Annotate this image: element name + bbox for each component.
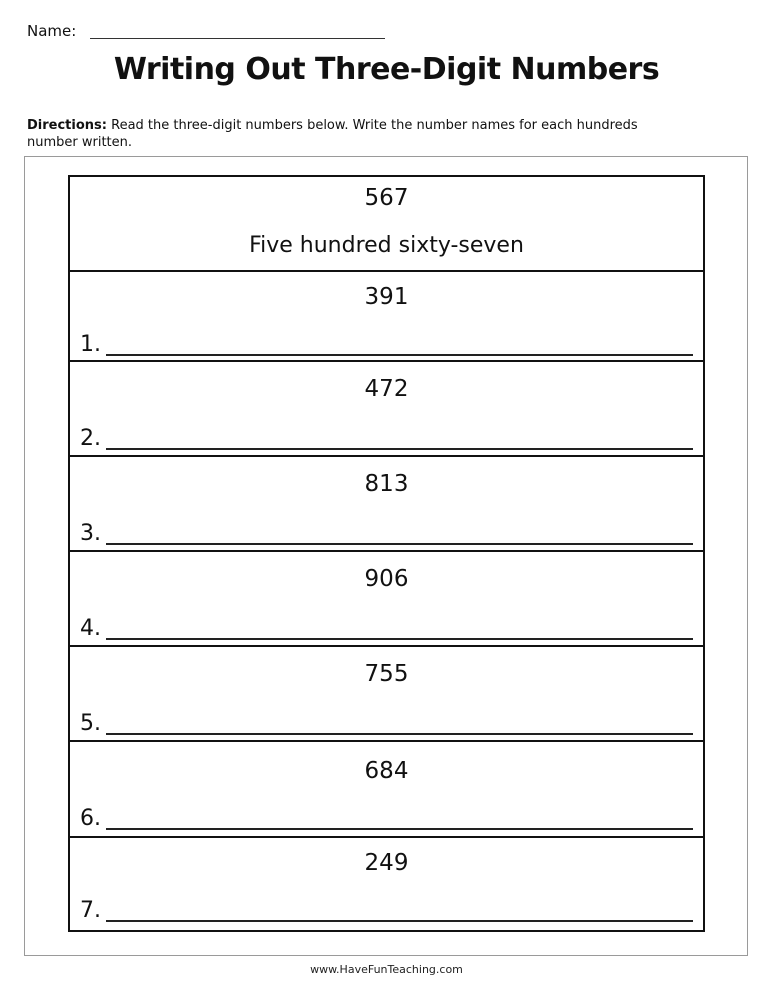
problem-number: 755	[364, 661, 409, 687]
problem-row	[70, 645, 703, 740]
answer-line[interactable]	[106, 543, 693, 545]
name-label: Name:	[27, 22, 77, 40]
problem-number: 906	[364, 566, 409, 592]
example-number: 567	[364, 185, 409, 211]
answer-label: 1.	[80, 332, 101, 357]
problem-row	[70, 550, 703, 645]
answer-label: 4.	[80, 616, 101, 641]
name-line[interactable]	[90, 38, 385, 39]
example-words: Five hundred sixty-seven	[249, 233, 524, 258]
problem-row	[70, 360, 703, 455]
answer-label: 5.	[80, 711, 101, 736]
problem-number: 391	[364, 284, 409, 310]
worksheet-table	[68, 175, 705, 932]
problem-row	[70, 455, 703, 550]
answer-label: 3.	[80, 521, 101, 546]
footer-website: www.HaveFunTeaching.com	[310, 963, 463, 976]
problem-number: 249	[364, 850, 409, 876]
problem-number: 813	[364, 471, 409, 497]
directions-label: Directions:	[27, 118, 107, 133]
example-row	[70, 177, 703, 270]
answer-line[interactable]	[106, 920, 693, 922]
problem-row	[70, 740, 703, 836]
answer-line[interactable]	[106, 354, 693, 356]
answer-label: 7.	[80, 898, 101, 923]
answer-line[interactable]	[106, 638, 693, 640]
directions-text: Read the three-digit numbers below. Write the number names for each hundreds number written.	[27, 118, 638, 150]
page-title: Writing Out Three-Digit Numbers	[113, 52, 660, 87]
directions	[27, 117, 687, 151]
problem-number: 472	[364, 376, 409, 402]
answer-label: 6.	[80, 806, 101, 831]
problem-row	[70, 836, 703, 930]
answer-line[interactable]	[106, 733, 693, 735]
problem-row	[70, 270, 703, 360]
problem-number: 684	[364, 758, 409, 784]
answer-line[interactable]	[106, 448, 693, 450]
answer-line[interactable]	[106, 828, 693, 830]
answer-label: 2.	[80, 426, 101, 451]
